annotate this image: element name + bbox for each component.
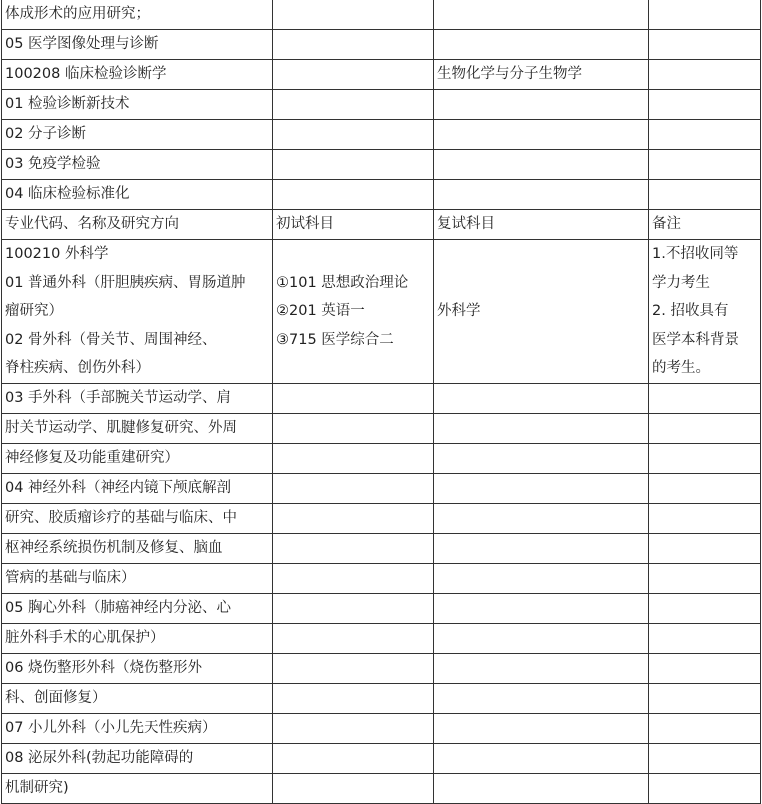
direction-cell: 08 泌尿外科(勃起功能障碍的 [2,744,273,774]
retest-cell [434,90,649,120]
table-row [2,414,761,444]
initial-exam-cell [273,150,434,180]
exam-line: ③715 医学综合二 [276,331,394,348]
surgery-row [2,240,761,384]
empty-cell [434,594,649,624]
empty-cell [273,714,434,744]
initial-exam-cell [273,90,434,120]
table-row [2,594,761,624]
empty-cell [273,534,434,564]
direction-cell: 肘关节运动学、肌腱修复研究、外周 [2,414,273,444]
direction-line: 瘤研究） [5,303,63,320]
empty-cell [649,774,761,804]
remark-line: 学力考生 [652,274,710,291]
table-row [2,774,761,804]
initial-exam-cell [273,60,434,90]
table-row [2,504,761,534]
empty-cell [273,474,434,504]
remark-line: 2. 招收具有 [652,303,729,320]
empty-cell [434,474,649,504]
direction-cell: 05 医学图像处理与诊断 [2,30,273,60]
remarks-cell [649,30,761,60]
remarks-cell [649,120,761,150]
empty-cell [649,414,761,444]
remark-line: 医学本科背景 [652,331,739,348]
empty-cell [434,504,649,534]
header-direction: 专业代码、名称及研究方向 [2,210,273,240]
empty-cell [273,384,434,414]
direction-cell: 机制研究) [2,774,273,804]
empty-cell [273,594,434,624]
surgery-initial-exams [273,240,434,384]
table-row [2,654,761,684]
direction-line: 01 普通外科（肝胆胰疾病、胃肠道肿 [5,274,246,291]
direction-line: 100210 外科学 [5,246,109,262]
empty-cell [649,444,761,474]
direction-cell: 03 免疫学检验 [2,150,273,180]
retest-cell: 生物化学与分子生物学 [434,60,649,90]
retest-cell [434,0,649,30]
empty-cell [434,384,649,414]
remarks-cell [649,90,761,120]
empty-cell [273,414,434,444]
table-row [2,444,761,474]
direction-cell: 枢神经系统损伤机制及修复、脑血 [2,534,273,564]
header-initial-exam: 初试科目 [273,210,434,240]
table-header-row [2,210,761,240]
empty-cell [434,774,649,804]
retest-line [437,326,648,355]
empty-cell [434,624,649,654]
empty-cell [434,444,649,474]
empty-cell [434,564,649,594]
remarks-cell [649,0,761,30]
table-row [2,534,761,564]
remark-line: 1.不招收同等 [652,246,739,262]
table-row [2,60,761,90]
initial-exam-cell [273,120,434,150]
retest-cell [434,150,649,180]
surgery-retest [434,240,649,384]
empty-cell [649,624,761,654]
empty-cell [649,684,761,714]
direction-cell: 神经修复及功能重建研究） [2,444,273,474]
empty-cell [273,744,434,774]
direction-cell: 体成形术的应用研究； [2,0,273,30]
direction-cell: 04 临床检验标准化 [2,180,273,210]
surgery-directions [2,240,273,384]
empty-cell [273,624,434,654]
direction-cell: 04 神经外科（神经内镜下颅底解剖 [2,474,273,504]
table-row [2,744,761,774]
empty-cell [273,504,434,534]
table-row [2,150,761,180]
empty-cell [649,714,761,744]
direction-cell: 脏外科手术的心肌保护） [2,624,273,654]
direction-cell: 03 手外科（手部腕关节运动学、肩 [2,384,273,414]
table-row [2,684,761,714]
retest-line [437,240,648,269]
direction-cell: 研究、胶质瘤诊疗的基础与临床、中 [2,504,273,534]
exam-line [276,354,433,383]
retest-line [437,269,648,298]
table-row [2,180,761,210]
empty-cell [434,534,649,564]
retest-cell [434,30,649,60]
direction-cell: 科、创面修复） [2,684,273,714]
empty-cell [434,684,649,714]
direction-cell: 05 胸心外科（肺癌神经内分泌、心 [2,594,273,624]
direction-cell: 07 小儿外科（小儿先天性疾病） [2,714,273,744]
empty-cell [649,654,761,684]
direction-line: 02 骨外科（骨关节、周围神经、 [5,331,217,348]
empty-cell [649,594,761,624]
table-row [2,30,761,60]
empty-cell [273,684,434,714]
retest-cell [434,180,649,210]
empty-cell [649,474,761,504]
table-row [2,90,761,120]
initial-exam-cell [273,30,434,60]
table-row [2,714,761,744]
empty-cell [273,564,434,594]
initial-exam-cell [273,0,434,30]
empty-cell [649,384,761,414]
direction-cell: 管病的基础与临床） [2,564,273,594]
table-row [2,384,761,414]
empty-cell [434,414,649,444]
direction-cell: 100208 临床检验诊断学 [2,60,273,90]
initial-exam-cell [273,180,434,210]
retest-line: 外科学 [437,303,481,320]
empty-cell [273,654,434,684]
direction-cell: 01 检验诊断新技术 [2,90,273,120]
table-row [2,0,761,30]
remarks-cell [649,180,761,210]
table-row [2,564,761,594]
empty-cell [649,534,761,564]
exam-line: ①101 思想政治理论 [276,274,409,291]
empty-cell [273,774,434,804]
remarks-cell [649,60,761,90]
table-row [2,624,761,654]
remarks-cell [649,150,761,180]
empty-cell [649,744,761,774]
empty-cell [649,504,761,534]
empty-cell [273,444,434,474]
retest-cell [434,120,649,150]
table-row [2,120,761,150]
direction-cell: 06 烧伤整形外科（烧伤整形外 [2,654,273,684]
admissions-table [1,0,761,804]
empty-cell [434,714,649,744]
header-remarks: 备注 [649,210,761,240]
remark-line: 的考生。 [652,360,710,377]
exam-line: ②201 英语一 [276,303,365,320]
empty-cell [434,744,649,774]
table-row [2,474,761,504]
exam-line [276,240,433,269]
empty-cell [649,564,761,594]
empty-cell [434,654,649,684]
retest-line [437,354,648,383]
direction-cell: 02 分子诊断 [2,120,273,150]
direction-line: 脊柱疾病、创伤外科） [5,360,150,377]
surgery-remarks [649,240,761,384]
header-retest: 复试科目 [434,210,649,240]
